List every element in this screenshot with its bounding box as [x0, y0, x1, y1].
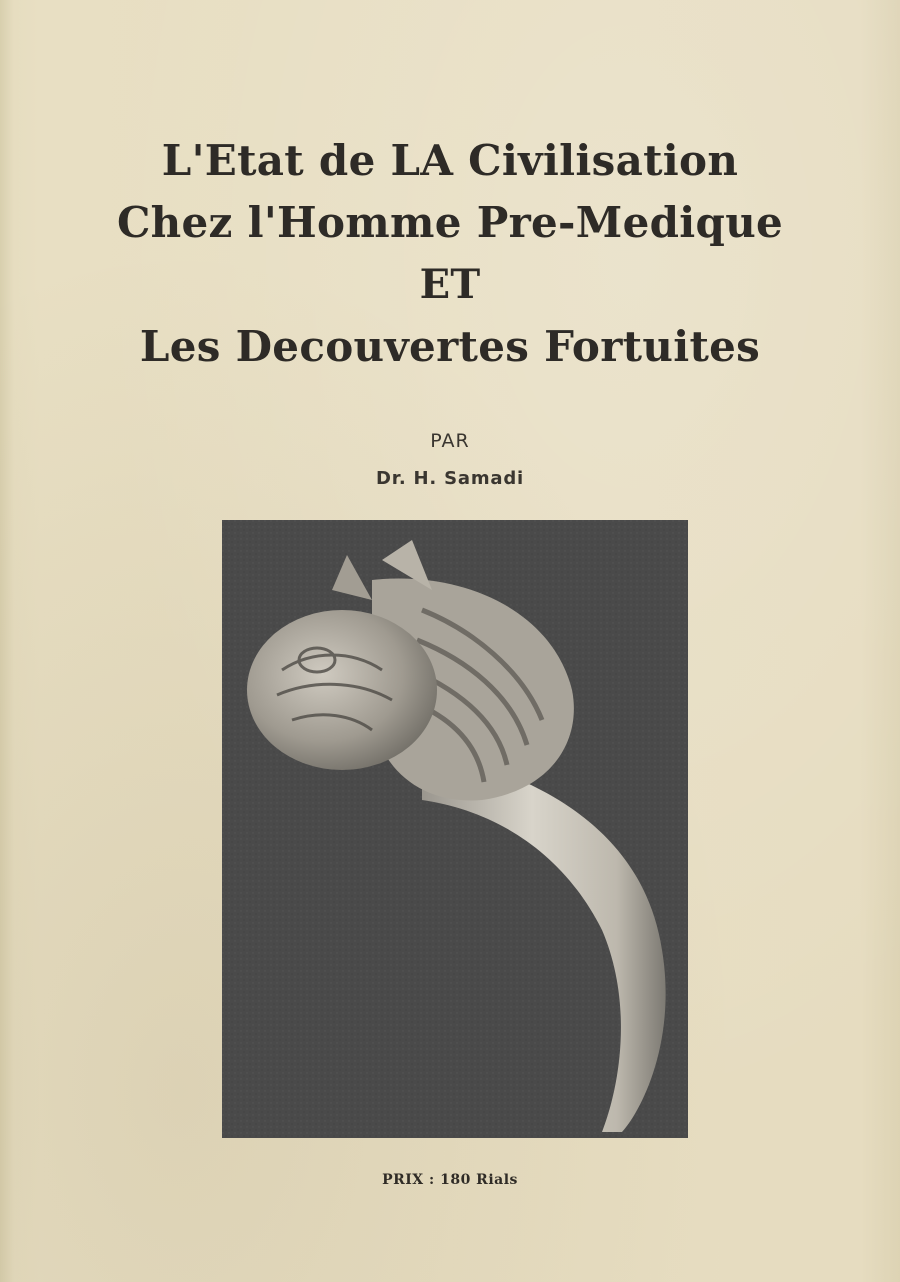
- title-line-4: Les Decouvertes Fortuites: [139, 322, 761, 371]
- book-title: [0, 130, 900, 378]
- cover-photo: [222, 520, 688, 1138]
- horn-rhyton-illustration: [222, 520, 688, 1138]
- by-label: PAR: [430, 430, 470, 452]
- author-name: Dr. H. Samadi: [376, 468, 524, 489]
- title-line-2: Chez l'Homme Pre-Medique: [116, 198, 784, 247]
- title-line-3: ET: [419, 261, 481, 308]
- price-label: PRIX : 180 Rials: [382, 1172, 518, 1188]
- animal-head: [247, 610, 437, 770]
- title-line-1: L'Etat de LA Civilisation: [161, 136, 739, 185]
